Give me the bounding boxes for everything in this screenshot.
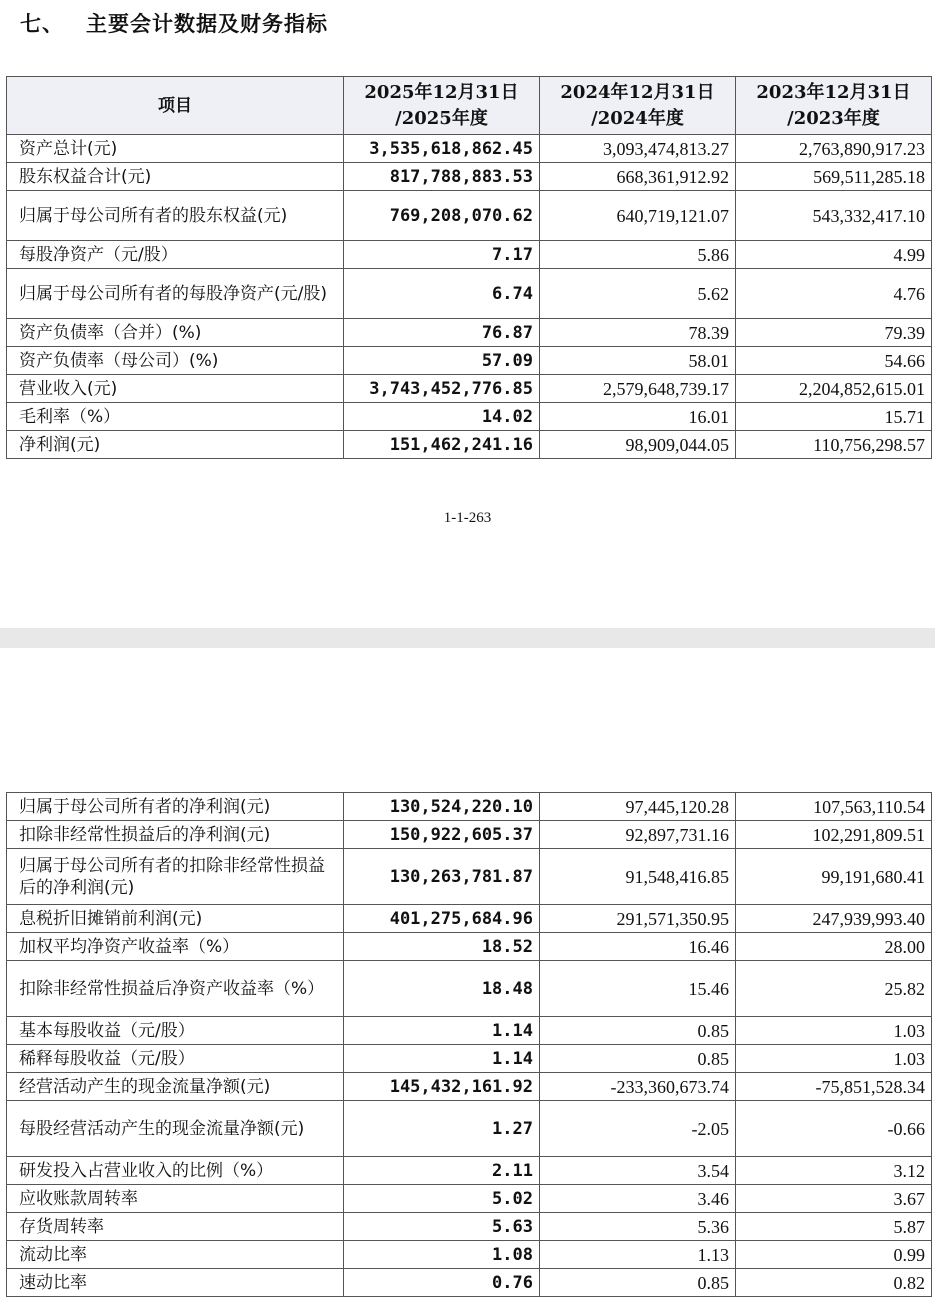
table-row bbox=[7, 135, 932, 163]
row-label: 研发投入占营业收入的比例（%） bbox=[7, 1157, 344, 1185]
value-2023: 107,563,110.54 bbox=[736, 793, 932, 821]
value-2024: 668,361,912.92 bbox=[540, 163, 736, 191]
document-page-2 bbox=[0, 648, 935, 1308]
table-row bbox=[7, 347, 932, 375]
table-row bbox=[7, 403, 932, 431]
value-2024: -233,360,673.74 bbox=[540, 1073, 736, 1101]
financial-table-part-1 bbox=[6, 76, 932, 459]
value-2025: 5.02 bbox=[344, 1185, 540, 1213]
table-row bbox=[7, 1045, 932, 1073]
value-2024: 97,445,120.28 bbox=[540, 793, 736, 821]
value-2023: 4.99 bbox=[736, 241, 932, 269]
header-2023 bbox=[736, 77, 932, 135]
row-label: 归属于母公司所有者的净利润(元) bbox=[7, 793, 344, 821]
value-2025: 7.17 bbox=[344, 241, 540, 269]
value-2024: 78.39 bbox=[540, 319, 736, 347]
value-2024: 3.46 bbox=[540, 1185, 736, 1213]
value-2023: 3.12 bbox=[736, 1157, 932, 1185]
table-row bbox=[7, 1269, 932, 1297]
value-2023: 79.39 bbox=[736, 319, 932, 347]
value-2023: 5.87 bbox=[736, 1213, 932, 1241]
value-2024: 15.46 bbox=[540, 961, 736, 1017]
value-2024: 3,093,474,813.27 bbox=[540, 135, 736, 163]
value-2023: 4.76 bbox=[736, 269, 932, 319]
value-2025: 18.52 bbox=[344, 933, 540, 961]
table-header-row bbox=[7, 77, 932, 135]
header-2023-year: /2023年度 bbox=[787, 107, 880, 129]
row-label: 应收账款周转率 bbox=[7, 1185, 344, 1213]
table-row bbox=[7, 1185, 932, 1213]
table-row bbox=[7, 905, 932, 933]
table-row bbox=[7, 319, 932, 347]
value-2025: 0.76 bbox=[344, 1269, 540, 1297]
value-2024: 0.85 bbox=[540, 1017, 736, 1045]
row-label: 流动比率 bbox=[7, 1241, 344, 1269]
row-label: 资产负债率（合并）(%) bbox=[7, 319, 344, 347]
value-2025: 1.08 bbox=[344, 1241, 540, 1269]
page-separator bbox=[0, 628, 935, 648]
value-2024: 0.85 bbox=[540, 1045, 736, 1073]
value-2024: 291,571,350.95 bbox=[540, 905, 736, 933]
table-row bbox=[7, 1241, 932, 1269]
value-2025: 3,743,452,776.85 bbox=[344, 375, 540, 403]
value-2024: 3.54 bbox=[540, 1157, 736, 1185]
value-2024: 98,909,044.05 bbox=[540, 431, 736, 459]
row-label: 营业收入(元) bbox=[7, 375, 344, 403]
table-row bbox=[7, 793, 932, 821]
header-2025-date: 2025年12月31日 bbox=[364, 81, 519, 103]
value-2024: 91,548,416.85 bbox=[540, 849, 736, 905]
row-label: 毛利率（%） bbox=[7, 403, 344, 431]
value-2023: 569,511,285.18 bbox=[736, 163, 932, 191]
header-item: 项目 bbox=[7, 77, 344, 135]
row-label: 归属于母公司所有者的每股净资产(元/股) bbox=[7, 269, 344, 319]
value-2024: 0.85 bbox=[540, 1269, 736, 1297]
value-2025: 6.74 bbox=[344, 269, 540, 319]
value-2023: 247,939,993.40 bbox=[736, 905, 932, 933]
value-2023: 99,191,680.41 bbox=[736, 849, 932, 905]
row-label: 归属于母公司所有者的股东权益(元) bbox=[7, 191, 344, 241]
table-row bbox=[7, 191, 932, 241]
value-2023: -0.66 bbox=[736, 1101, 932, 1157]
row-label: 净利润(元) bbox=[7, 431, 344, 459]
value-2023: 102,291,809.51 bbox=[736, 821, 932, 849]
row-label: 扣除非经常性损益后净资产收益率（%） bbox=[7, 961, 344, 1017]
value-2023: 0.99 bbox=[736, 1241, 932, 1269]
value-2024: 5.62 bbox=[540, 269, 736, 319]
section-heading bbox=[20, 8, 328, 38]
value-2024: 1.13 bbox=[540, 1241, 736, 1269]
value-2023: 1.03 bbox=[736, 1017, 932, 1045]
table-row bbox=[7, 933, 932, 961]
value-2025: 5.63 bbox=[344, 1213, 540, 1241]
value-2025: 145,432,161.92 bbox=[344, 1073, 540, 1101]
table-row bbox=[7, 1017, 932, 1045]
value-2025: 57.09 bbox=[344, 347, 540, 375]
value-2025: 3,535,618,862.45 bbox=[344, 135, 540, 163]
row-label: 资产总计(元) bbox=[7, 135, 344, 163]
value-2025: 151,462,241.16 bbox=[344, 431, 540, 459]
value-2025: 2.11 bbox=[344, 1157, 540, 1185]
row-label: 每股经营活动产生的现金流量净额(元) bbox=[7, 1101, 344, 1157]
table-row bbox=[7, 1157, 932, 1185]
value-2023: 28.00 bbox=[736, 933, 932, 961]
value-2025: 130,524,220.10 bbox=[344, 793, 540, 821]
row-label: 息税折旧摊销前利润(元) bbox=[7, 905, 344, 933]
row-label: 速动比率 bbox=[7, 1269, 344, 1297]
table-row bbox=[7, 961, 932, 1017]
header-2024-date: 2024年12月31日 bbox=[560, 81, 715, 103]
table-row bbox=[7, 1213, 932, 1241]
value-2025: 130,263,781.87 bbox=[344, 849, 540, 905]
value-2025: 14.02 bbox=[344, 403, 540, 431]
value-2023: 2,763,890,917.23 bbox=[736, 135, 932, 163]
value-2025: 769,208,070.62 bbox=[344, 191, 540, 241]
value-2023: 54.66 bbox=[736, 347, 932, 375]
row-label: 每股净资产（元/股） bbox=[7, 241, 344, 269]
row-label: 稀释每股收益（元/股） bbox=[7, 1045, 344, 1073]
value-2025: 150,922,605.37 bbox=[344, 821, 540, 849]
header-2025 bbox=[344, 77, 540, 135]
row-label: 扣除非经常性损益后的净利润(元) bbox=[7, 821, 344, 849]
value-2024: 5.36 bbox=[540, 1213, 736, 1241]
table-row bbox=[7, 431, 932, 459]
value-2024: 58.01 bbox=[540, 347, 736, 375]
value-2025: 817,788,883.53 bbox=[344, 163, 540, 191]
row-label: 股东权益合计(元) bbox=[7, 163, 344, 191]
value-2024: 640,719,121.07 bbox=[540, 191, 736, 241]
value-2023: 543,332,417.10 bbox=[736, 191, 932, 241]
value-2025: 76.87 bbox=[344, 319, 540, 347]
value-2024: 2,579,648,739.17 bbox=[540, 375, 736, 403]
header-2024-year: /2024年度 bbox=[591, 107, 684, 129]
value-2023: -75,851,528.34 bbox=[736, 1073, 932, 1101]
header-2023-date: 2023年12月31日 bbox=[756, 81, 911, 103]
table-row bbox=[7, 269, 932, 319]
section-title: 主要会计数据及财务指标 bbox=[86, 12, 328, 36]
value-2025: 401,275,684.96 bbox=[344, 905, 540, 933]
row-label: 资产负债率（母公司）(%) bbox=[7, 347, 344, 375]
table-row bbox=[7, 821, 932, 849]
value-2025: 1.14 bbox=[344, 1045, 540, 1073]
value-2025: 1.27 bbox=[344, 1101, 540, 1157]
row-label: 归属于母公司所有者的扣除非经常性损益后的净利润(元) bbox=[7, 849, 344, 905]
row-label: 经营活动产生的现金流量净额(元) bbox=[7, 1073, 344, 1101]
value-2024: 16.01 bbox=[540, 403, 736, 431]
row-label: 存货周转率 bbox=[7, 1213, 344, 1241]
value-2025: 1.14 bbox=[344, 1017, 540, 1045]
value-2023: 25.82 bbox=[736, 961, 932, 1017]
financial-table-part-2 bbox=[6, 792, 932, 1297]
value-2023: 110,756,298.57 bbox=[736, 431, 932, 459]
document-page-1 bbox=[0, 0, 935, 628]
value-2024: 92,897,731.16 bbox=[540, 821, 736, 849]
table-row bbox=[7, 375, 932, 403]
value-2024: 16.46 bbox=[540, 933, 736, 961]
value-2023: 2,204,852,615.01 bbox=[736, 375, 932, 403]
header-2024 bbox=[540, 77, 736, 135]
section-number: 七、 bbox=[20, 12, 64, 36]
value-2024: 5.86 bbox=[540, 241, 736, 269]
value-2023: 15.71 bbox=[736, 403, 932, 431]
value-2023: 1.03 bbox=[736, 1045, 932, 1073]
table-row bbox=[7, 241, 932, 269]
table-row bbox=[7, 849, 932, 905]
page-number: 1-1-263 bbox=[443, 510, 492, 526]
table-row bbox=[7, 1073, 932, 1101]
table-row bbox=[7, 1101, 932, 1157]
value-2023: 3.67 bbox=[736, 1185, 932, 1213]
header-2025-year: /2025年度 bbox=[395, 107, 488, 129]
value-2025: 18.48 bbox=[344, 961, 540, 1017]
table-row bbox=[7, 163, 932, 191]
row-label: 基本每股收益（元/股） bbox=[7, 1017, 344, 1045]
row-label: 加权平均净资产收益率（%） bbox=[7, 933, 344, 961]
value-2023: 0.82 bbox=[736, 1269, 932, 1297]
value-2024: -2.05 bbox=[540, 1101, 736, 1157]
